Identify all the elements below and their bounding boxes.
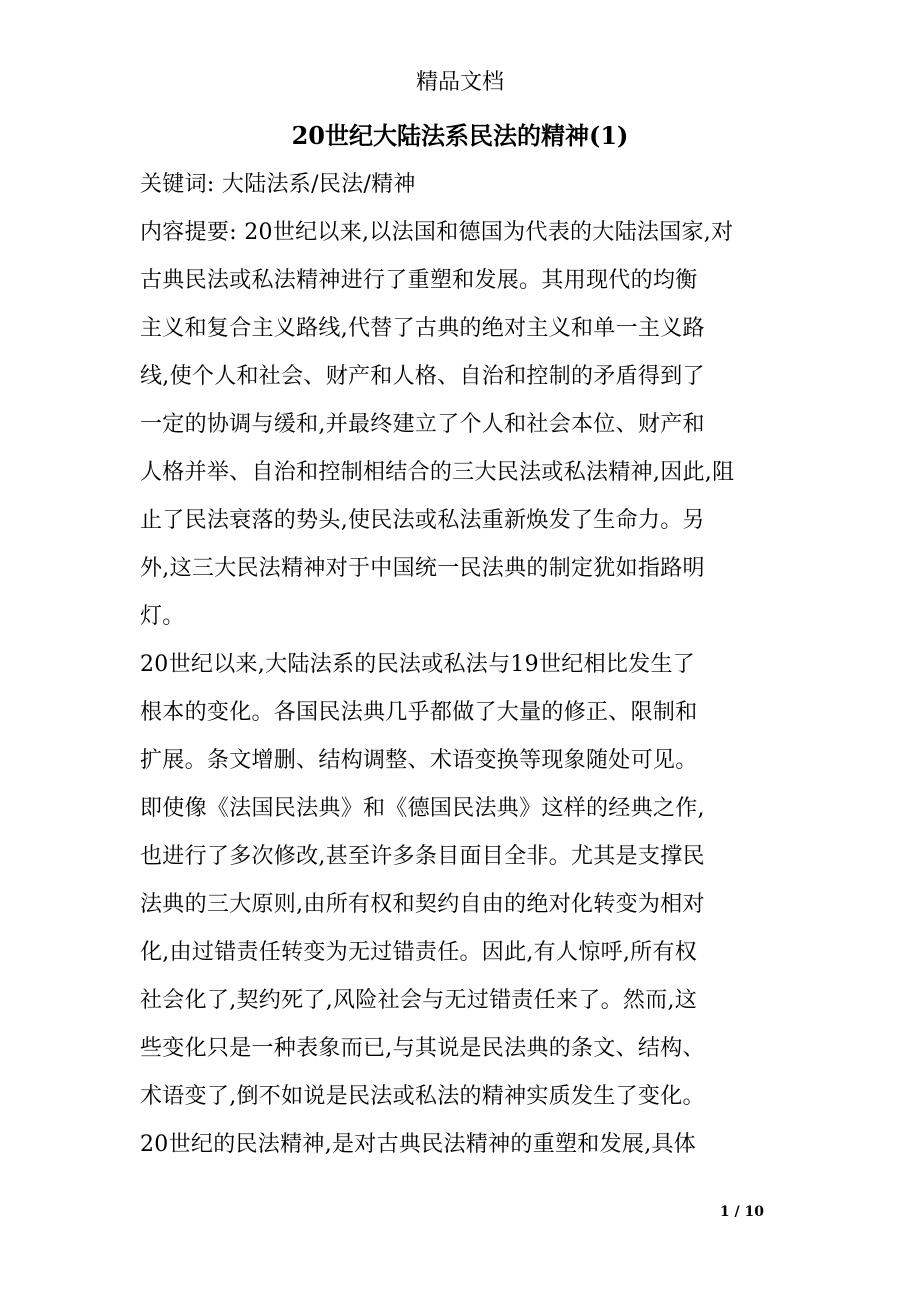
text-line: 也进行了多次修改,甚至许多条目面目全非。尤其是支撑民 <box>140 844 705 869</box>
text-line: 术语变了,倒不如说是民法或私法的精神实质发生了变化。 <box>140 1084 705 1109</box>
text-line: 外,这三大民法精神对于中国统一民法典的制定犹如指路明 <box>140 556 705 581</box>
document-title: 20世纪大陆法系民法的精神(1) <box>291 121 629 150</box>
document-header: 精品文档 <box>415 70 504 95</box>
text-line: 人格并举、自治和控制相结合的三大民法或私法精神,因此,阻 <box>140 460 735 485</box>
text-line: 主义和复合主义路线,代替了古典的绝对主义和单一主义路 <box>140 316 705 341</box>
text-line: 些变化只是一种表象而已,与其说是民法典的条文、结构、 <box>140 1036 705 1061</box>
text-line: 灯。 <box>140 604 185 629</box>
text-line: 古典民法或私法精神进行了重塑和发展。其用现代的均衡 <box>140 268 698 293</box>
text-line: 止了民法衰落的势头,使民法或私法重新焕发了生命力。另 <box>140 508 705 533</box>
text-line: 根本的变化。各国民法典几乎都做了大量的修正、限制和 <box>140 700 698 725</box>
text-line: 一定的协调与缓和,并最终建立了个人和社会本位、财产和 <box>140 412 705 437</box>
text-line: 即使像《法国民法典》和《德国民法典》这样的经典之作, <box>140 796 705 821</box>
text-line: 关键词: 大陆法系/民法/精神 <box>140 172 416 197</box>
text-line: 化,由过错责任转变为无过错责任。因此,有人惊呼,所有权 <box>140 940 698 965</box>
text-line: 法典的三大原则,由所有权和契约自由的绝对化转变为相对 <box>140 892 705 917</box>
text-line: 社会化了,契约死了,风险社会与无过错责任来了。然而,这 <box>140 988 698 1013</box>
text-line: 20世纪以来,大陆法系的民法或私法与19世纪相比发生了 <box>140 652 696 677</box>
text-line: 20世纪的民法精神,是对古典民法精神的重塑和发展,具体 <box>140 1132 697 1157</box>
text-line: 扩展。条文增删、结构调整、术语变换等现象随处可见。 <box>140 748 698 773</box>
text-line: 线,使个人和社会、财产和人格、自治和控制的矛盾得到了 <box>140 364 705 389</box>
text-line: 内容提要: 20世纪以来,以法国和德国为代表的大陆法国家,对 <box>140 220 734 245</box>
page-number: 1 / 10 <box>719 1204 764 1220</box>
document-body <box>140 168 820 1176</box>
